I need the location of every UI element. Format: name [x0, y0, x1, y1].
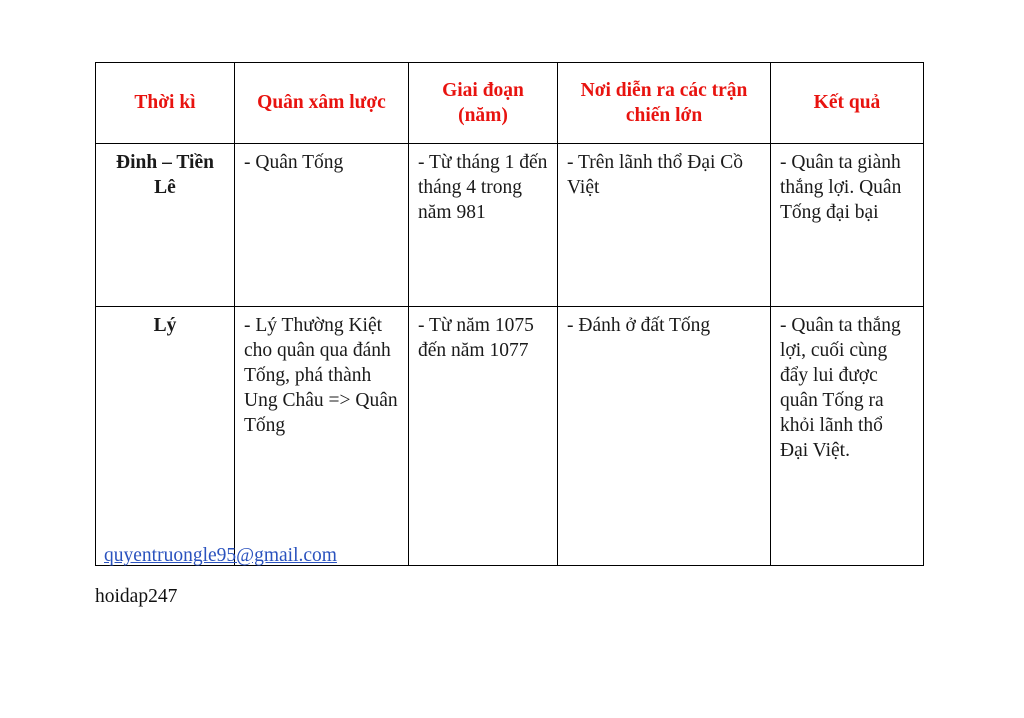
- cell-stage: - Từ năm 1075 đến năm 1077: [409, 307, 558, 566]
- table-header: [96, 63, 924, 144]
- history-table-container: [95, 62, 923, 566]
- cell-result: - Quân ta thắng lợi, cuối cùng đẩy lui được quân Tống ra khỏi lãnh thổ Đại Việt.: [771, 307, 924, 566]
- column-header-stage: Giai đoạn (năm): [409, 63, 558, 144]
- cell-stage: - Từ tháng 1 đến tháng 4 trong năm 981: [409, 144, 558, 307]
- cell-invader: - Lý Thường Kiệt cho quân qua đánh Tống, phá thành Ung Châu => Quân Tống: [235, 307, 409, 566]
- cell-location: - Trên lãnh thổ Đại Cồ Việt: [558, 144, 771, 307]
- table-header-row: [96, 63, 924, 144]
- table-row: [96, 144, 924, 307]
- history-table: [95, 62, 924, 566]
- column-header-invader: Quân xâm lược: [235, 63, 409, 144]
- column-header-result: Kết quả: [771, 63, 924, 144]
- email-link[interactable]: quyentruongle95@gmail.com: [104, 545, 337, 566]
- column-header-period: Thời kì: [96, 63, 235, 144]
- column-header-location: Nơi diễn ra các trận chiến lớn: [558, 63, 771, 144]
- credit-text: hoidap247: [95, 586, 178, 607]
- table-row: [96, 307, 924, 566]
- cell-invader: - Quân Tống: [235, 144, 409, 307]
- table-body: [96, 144, 924, 566]
- cell-location: - Đánh ở đất Tống: [558, 307, 771, 566]
- cell-period: Đinh – Tiền Lê: [96, 144, 235, 307]
- cell-period: Lý: [96, 307, 235, 566]
- cell-result: - Quân ta giành thắng lợi. Quân Tống đại bại: [771, 144, 924, 307]
